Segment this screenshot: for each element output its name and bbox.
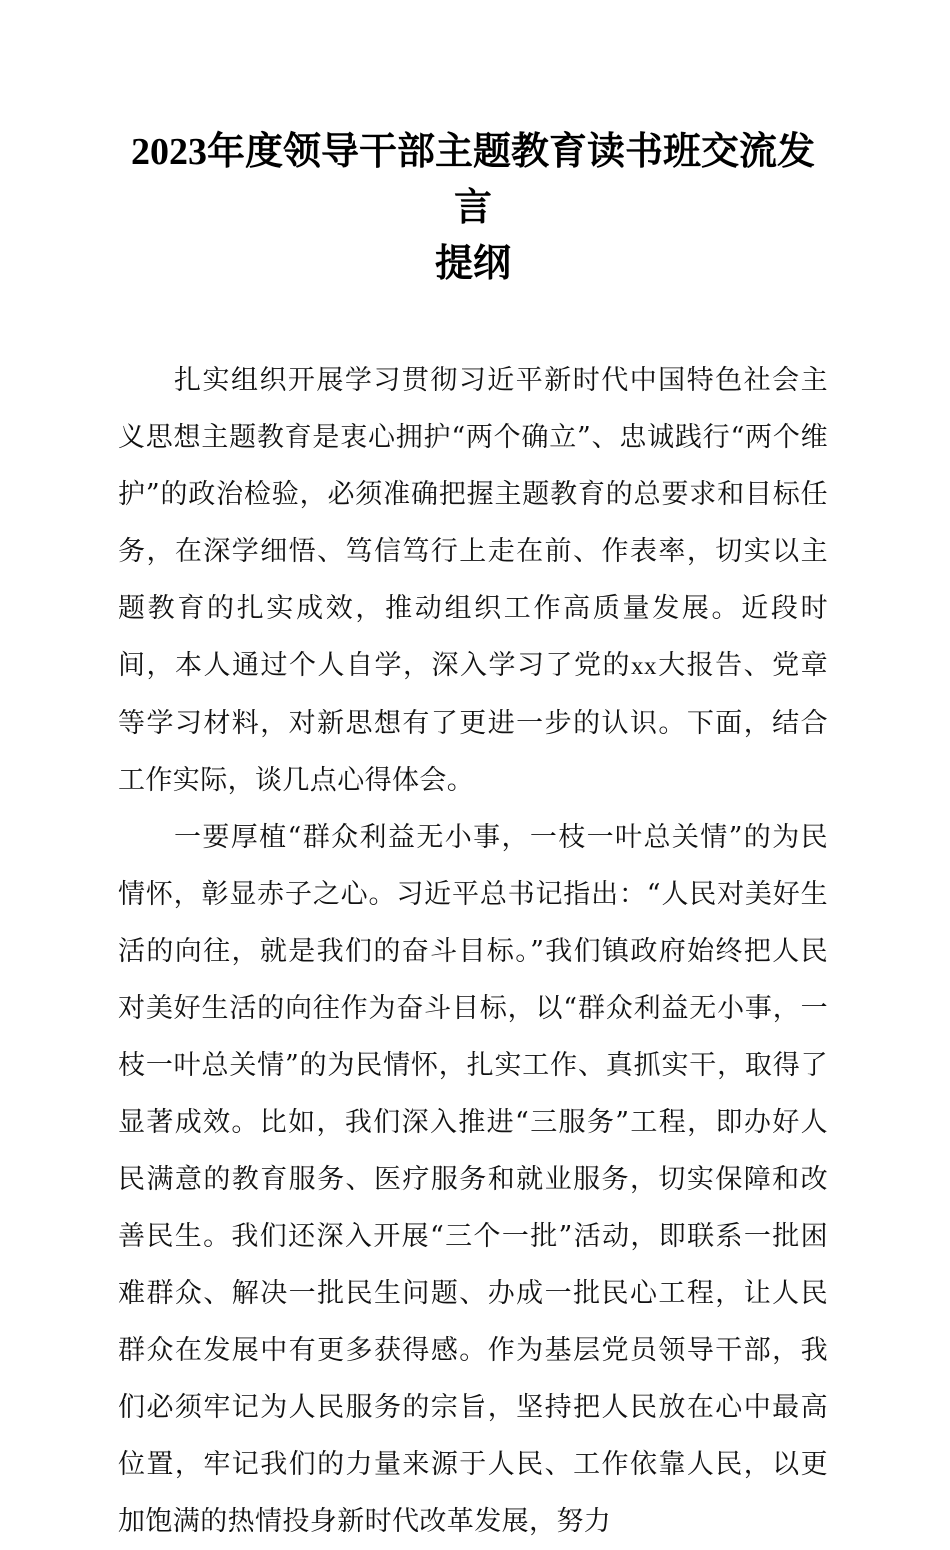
page-title: [118, 0, 828, 292]
body-paragraph-2: 一要厚植“群众利益无小事，一枝一叶总关情”的为民情怀，彰显赤子之心。习近平总书记指出：“人民对美好生活的向往，就是我们的奋斗目标。”我们镇政府始终把人民对美好生活的向往作为奋斗目标，以“群众利益无小事，一枝一叶总关情”的为民情怀，扎实工作、真抓实干，取得了显著成效。比如，我们深入推进“三服务”工程，即办好人民满意的教育服务、医疗服务和就业服务，切实保障和改善民生。我们还深入开展“三个一批”活动，即联系一批困难群众、解决一批民生问题、办成一批民心工程，让人民群众在发展中有更多获得感。作为基层党员领导干部，我们必须牢记为人民服务的宗旨，坚持把人民放在心中最高位置，牢记我们的力量来源于人民、工作依靠人民，以更加饱满的热情投身新时代改革发展，努力: [118, 822, 828, 1537]
page-title-line-1: 2023年度领导干部主题教育读书班交流发言: [130, 131, 815, 229]
title-body-spacer: [118, 292, 828, 352]
page-title-line-2: 提纲: [434, 243, 511, 285]
document-text-column: [118, 0, 828, 1550]
body-paragraph-1: 扎实组织开展学习贯彻习近平新时代中国特色社会主义思想主题教育是衷心拥护“两个确立”、忠诚践行“两个维护”的政治检验，必须准确把握主题教育的总要求和目标任务，在深学细悟、笃信笃行上走在前、作表率，切实以主题教育的扎实成效，推动组织工作高质量发展。近段时间，本人通过个人自学，深入学习了党的xx大报告、党章等学习材料，对新思想有了更进一步的认识。下面，结合工作实际，谈几点心得体会。: [118, 365, 828, 796]
latin-run: xx: [631, 653, 657, 680]
